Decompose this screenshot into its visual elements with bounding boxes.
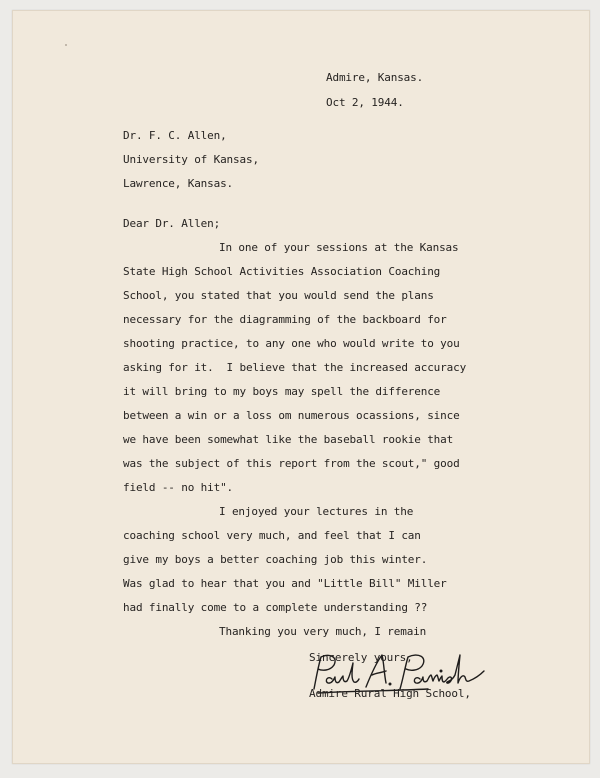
paragraph1-line: shooting practice, to any one who would write to you: [123, 337, 460, 350]
paragraph2-line: had finally come to a complete understanding ??: [123, 601, 428, 614]
closing: Sincerely yours,: [309, 651, 413, 664]
letter-page: [12, 10, 590, 764]
paragraph2-line: give my boys a better coaching job this winter.: [123, 553, 428, 566]
paper-speck: [65, 44, 67, 46]
recipient-name: Dr. F. C. Allen,: [123, 129, 227, 142]
paragraph1-line: we have been somewhat like the baseball rookie that: [123, 433, 454, 446]
paragraph2-line: Was glad to hear that you and "Little Bill" Miller: [123, 577, 447, 590]
paragraph1-line: asking for it. I believe that the increased accuracy: [123, 361, 467, 374]
paragraph1-line: In one of your sessions at the Kansas: [219, 241, 459, 254]
paragraph1-line: it will bring to my boys may spell the difference: [123, 385, 441, 398]
heading-place: Admire, Kansas.: [326, 71, 424, 84]
paragraph1-line: field -- no hit".: [123, 481, 234, 494]
recipient-city: Lawrence, Kansas.: [123, 177, 234, 190]
recipient-institution: University of Kansas,: [123, 153, 259, 166]
paragraph1-line: between a win or a loss om numerous ocassions, since: [123, 409, 460, 422]
paragraph1-line: State High School Activities Association Coaching: [123, 265, 441, 278]
paragraph2-line: coaching school very much, and feel that I can: [123, 529, 421, 542]
heading-date: Oct 2, 1944.: [326, 96, 404, 109]
salutation: Dear Dr. Allen;: [123, 217, 221, 230]
paragraph2-line: I enjoyed your lectures in the: [219, 505, 414, 518]
paragraph1-line: was the subject of this report from the scout," good: [123, 457, 460, 470]
paragraph1-line: necessary for the diagramming of the backboard for: [123, 313, 447, 326]
signer-school: Admire Rural High School,: [309, 687, 471, 700]
paragraph1-line: School, you stated that you would send the plans: [123, 289, 434, 302]
paragraph3-line: Thanking you very much, I remain: [219, 625, 427, 638]
